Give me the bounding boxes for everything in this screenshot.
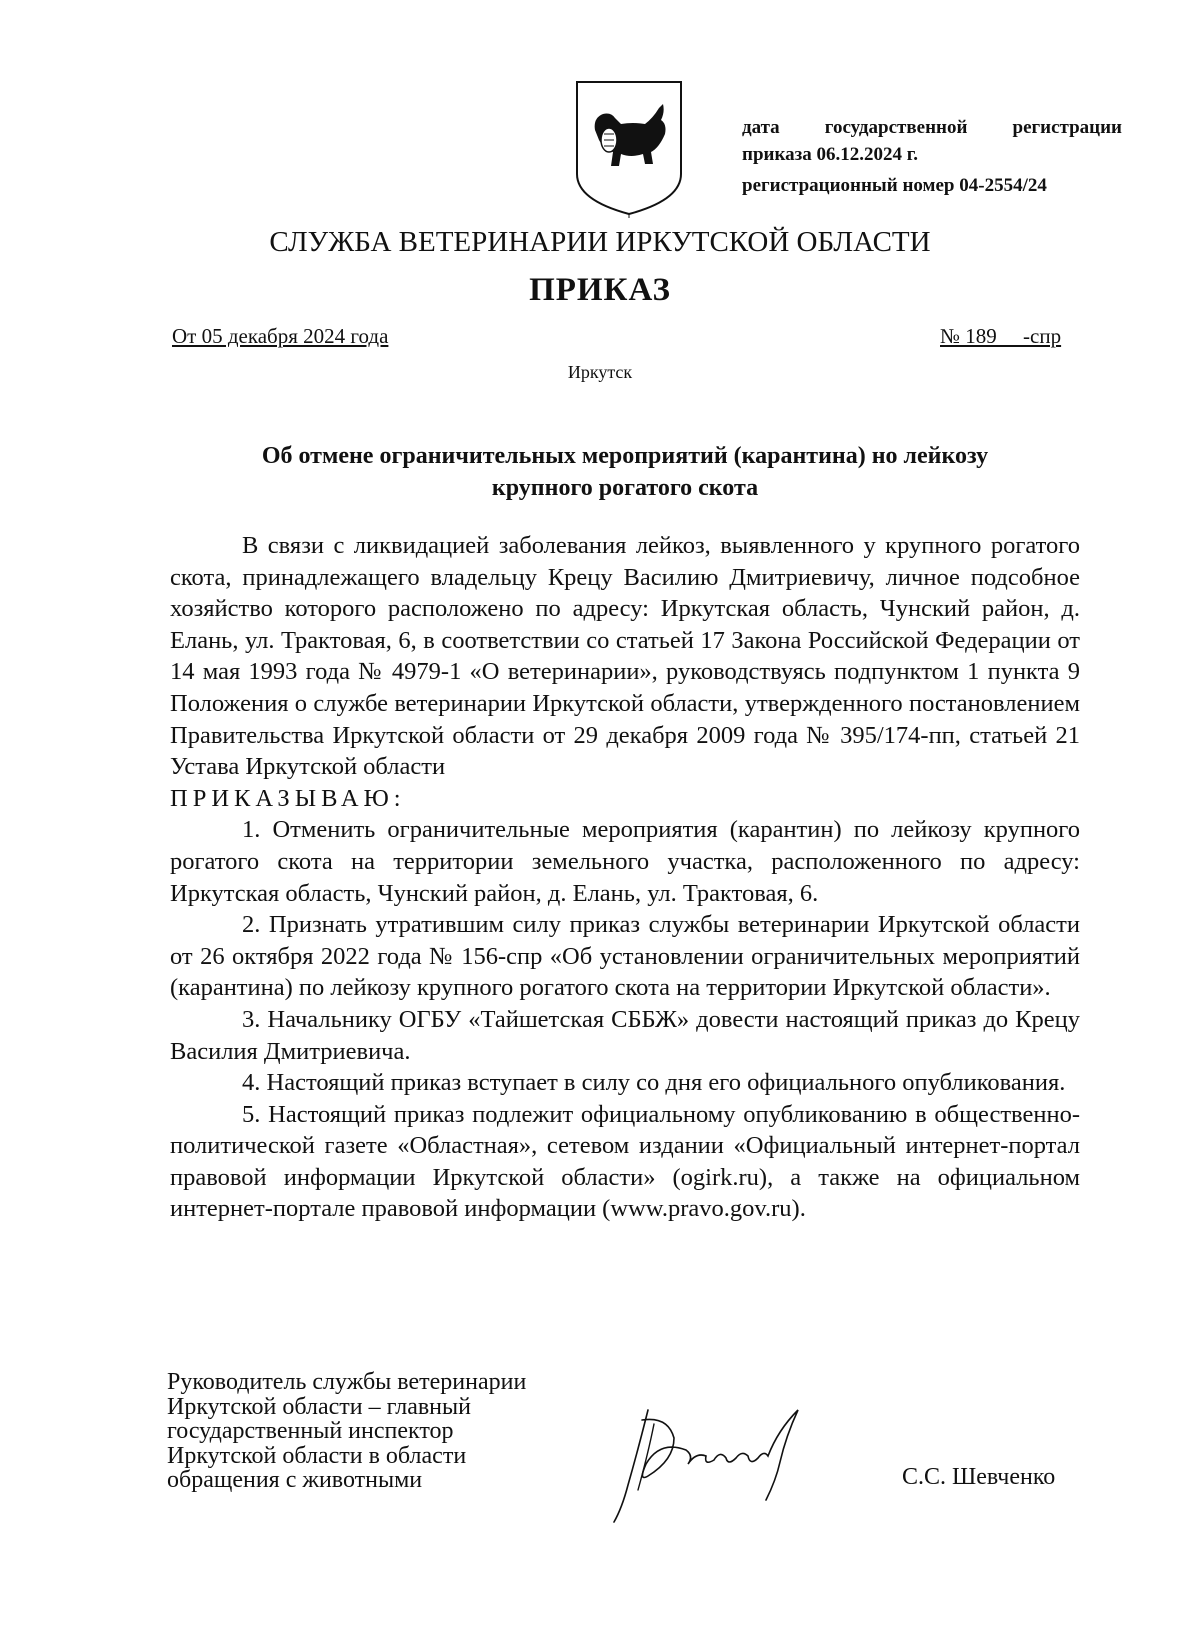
- order-item: 1. Отменить ограничительные мероприятия (карантин) по лейкозу крупного рогатого скота на территории земельного участка, расположенного по адресу: Иркутская область, Чунский район, д. Елань, ул. Трактовая, 6.: [170, 816, 1080, 907]
- order-item: 3. Начальнику ОГБУ «Тайшетская СББЖ» довести настоящий приказ до Крецу Василия Дмитриевича.: [170, 1005, 1080, 1065]
- order-word: ПРИКАЗЫВАЮ:: [170, 784, 406, 812]
- agency-name: СЛУЖБА ВЕТЕРИНАРИИ ИРКУТСКОЙ ОБЛАСТИ: [269, 226, 931, 258]
- registration-number: регистрационный номер 04-2554/24: [742, 175, 1047, 196]
- document-title: [170, 440, 1080, 504]
- registration-date-label: дата государственной регистрации: [742, 117, 1122, 138]
- signer-position-line: Руководитель службы ветеринарии: [167, 1369, 527, 1395]
- signature-icon: [608, 1390, 838, 1530]
- order-item: 2. Признать утратившим силу приказ службы ветеринарии Иркутской области от 26 октября 2022 года № 156-спр «Об установлении ограничительных мероприятий (карантина) по лейкозу крупного рогатого скота на территории Иркутской области».: [170, 911, 1080, 1002]
- document-body: [170, 530, 1080, 1225]
- signer-position-line: обращения с животными: [167, 1467, 423, 1493]
- order-item: 4. Настоящий приказ вступает в силу со дня его официального опубликования.: [242, 1069, 1066, 1097]
- signer-position-line: государственный инспектор: [167, 1418, 454, 1444]
- document-title-line: Об отмене ограничительных мероприятий (карантина) но лейкозу: [261, 443, 989, 469]
- document-city: Иркутск: [567, 362, 633, 382]
- signer-position-line: Иркутской области – главный: [167, 1393, 471, 1420]
- signer-position-line: Иркутской области в области: [167, 1442, 467, 1469]
- document-number: № 189 -спр: [940, 324, 1062, 348]
- document-title-line: крупного рогатого скота: [491, 475, 759, 501]
- coat-of-arms-icon: [573, 78, 685, 218]
- signer-position: [167, 1370, 607, 1493]
- order-item: 5. Настоящий приказ подлежит официальному опубликованию в общественно-политической газете «Областная», сетевом издании «Официальный интернет-портал правовой информации Иркутской области» (ogirk.ru), а также на официальном интернет-портале правовой информации (www.pravo.gov.ru).: [170, 1100, 1080, 1223]
- document-date: От 05 декабря 2024 года: [172, 324, 389, 348]
- signer-name: С.С. Шевченко: [902, 1464, 1056, 1490]
- document-type: ПРИКАЗ: [529, 272, 671, 308]
- registration-date-value: приказа 06.12.2024 г.: [742, 144, 918, 165]
- preamble-paragraph: В связи с ликвидацией заболевания лейкоз, выявленного у крупного рогатого скота, принадлежащего владельцу Крецу Василию Дмитриевичу, личное подсобное хозяйство которого расположено по адресу: Иркутская область, Чунский район, д. Елань, ул. Трактовая, 6, в соответствии со статьей 17 Закона Российской Федерации от 14 мая 1993 года № 4979-1 «О ветеринарии», руководствуясь подпунктом 1 пункта 9 Положения о службе ветеринарии Иркутской области, утвержденного постановлением Правительства Иркутской области от 29 декабря 2009 года № 395/174-пп, статьей 21 Устава Иркутской области: [170, 532, 1080, 781]
